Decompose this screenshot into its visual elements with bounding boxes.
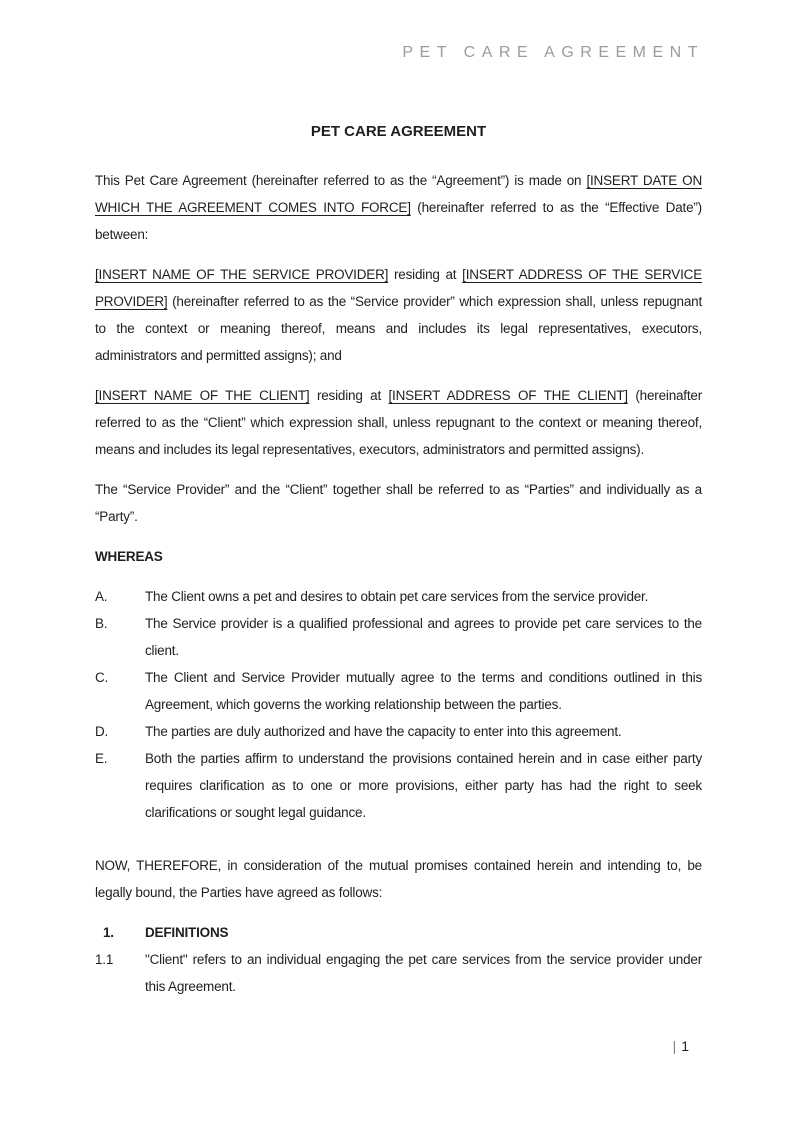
recital-text-e: Both the parties affirm to understand the provisions contained herein and in case either party requires clarification as to one or more provisions, either party has had the right to seek clarifications or sought legal guidance.: [145, 751, 702, 820]
recital-marker-d: D.: [95, 724, 109, 739]
now-therefore-paragraph: NOW, THEREFORE, in consideration of the mutual promises contained herein and intending to, be legally bound, the Parties have agreed as follows:: [95, 858, 702, 900]
placeholder-client-address: [INSERT ADDRESS OF THE CLIENT]: [388, 388, 628, 403]
section-1-number: 1.: [103, 925, 114, 940]
recital-marker-e: E.: [95, 751, 108, 766]
client-text-2: (hereinafter referred to as the “Client” which expression shall, unless repugnant to the context or meaning thereof, means and includes its legal representatives, executors, administrators and permitted assigns).: [95, 388, 703, 457]
client-text-1: residing at: [309, 388, 389, 403]
recital-text-d: The parties are duly authorized and have the capacity to enter into this agreement.: [145, 724, 622, 739]
placeholder-provider-address: [INSERT ADDRESS OF THE SERVICE PROVIDER]: [95, 267, 702, 309]
client-paragraph: [95, 382, 702, 463]
recital-marker-c: C.: [95, 670, 109, 685]
document-body: [95, 0, 702, 1000]
footer-page-number: 1: [681, 1038, 689, 1054]
placeholder-client-name: [INSERT NAME OF THE CLIENT]: [95, 388, 310, 403]
recital-item-a: [95, 583, 702, 610]
recital-text-c: The Client and Service Provider mutually agree to the terms and conditions outlined in this Agreement, which governs the working relationship between the parties.: [145, 670, 702, 712]
page-footer: [673, 1036, 689, 1056]
footer-separator: |: [672, 1038, 677, 1054]
recital-marker-b: B.: [95, 616, 108, 631]
section-1-heading: [95, 919, 702, 946]
recitals-list: [95, 583, 702, 826]
recital-text-b: The Service provider is a qualified professional and agrees to provide pet care services to the client.: [145, 616, 702, 658]
recital-marker-a: A.: [95, 589, 108, 604]
document-title: PET CARE AGREEMENT: [310, 123, 487, 140]
header-document-title: PET CARE AGREEMENT: [402, 44, 704, 61]
intro-text-1: This Pet Care Agreement (hereinafter referred to as the “Agreement”) is made on: [95, 173, 587, 188]
parties-paragraph: The “Service Provider” and the “Client” together shall be referred to as “Parties” and individually as a “Party”.: [95, 482, 702, 524]
whereas-heading: WHEREAS: [95, 549, 163, 564]
recital-item-c: [95, 664, 702, 718]
provider-text-1: residing at: [388, 267, 463, 282]
placeholder-effective-date: [INSERT DATE ON WHICH THE AGREEMENT COMES INTO FORCE]: [95, 173, 702, 215]
clause-1-1-number: 1.1: [95, 952, 114, 967]
recital-text-a: The Client owns a pet and desires to obtain pet care services from the service provider.: [145, 589, 649, 604]
intro-text-2: (hereinafter referred to as the “Effective Date”) between:: [95, 200, 702, 242]
placeholder-provider-name: [INSERT NAME OF THE SERVICE PROVIDER]: [95, 267, 389, 282]
recital-item-d: [95, 718, 702, 745]
clause-1-1-text: "Client" refers to an individual engaging the pet care services from the service provider under this Agreement.: [145, 952, 702, 994]
provider-text-2: (hereinafter referred to as the “Service provider” which expression shall, unless repugnant to the context or meaning thereof, means and includes its legal representatives, executors, administrators and permitted assigns); and: [95, 294, 702, 363]
service-provider-paragraph: [95, 261, 702, 369]
section-1-title: DEFINITIONS: [145, 925, 229, 940]
recital-item-b: [95, 610, 702, 664]
recital-item-e: [95, 745, 702, 826]
clause-1-1: [95, 946, 702, 1000]
intro-paragraph: [95, 167, 702, 248]
